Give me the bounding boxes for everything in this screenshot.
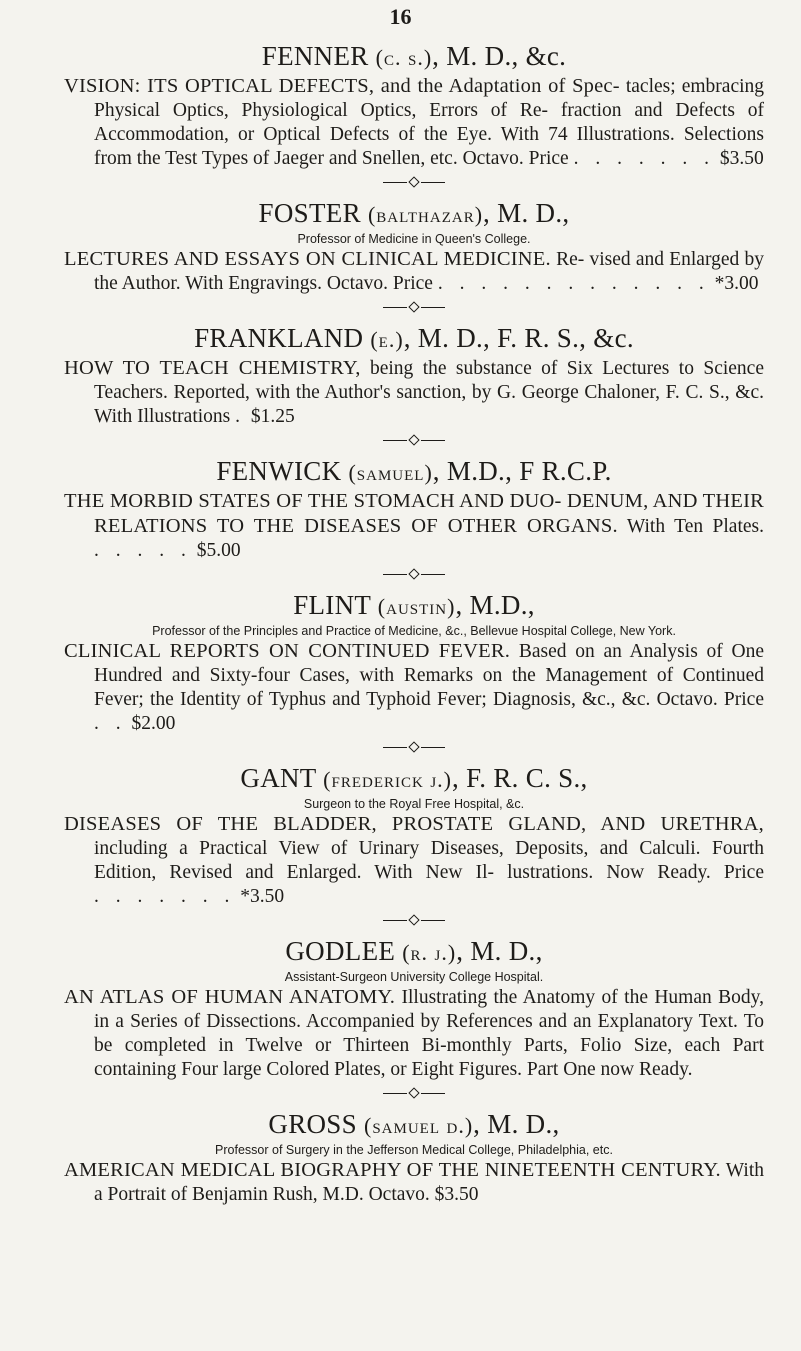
author-heading xyxy=(64,455,764,489)
author-heading xyxy=(64,40,764,74)
ornament-divider xyxy=(64,565,764,583)
author-affiliation: Surgeon to the Royal Free Hospital, &c. xyxy=(303,797,525,811)
book-description xyxy=(64,74,764,171)
book-title: THE MORBID STATES OF THE STOMACH AND DUO- DENUM, AND THEIR RELATIONS TO THE DISEASES OF OTHER ORGANS. xyxy=(64,490,764,537)
author-credentials: , M. D., &c. xyxy=(432,41,567,71)
ornament-divider xyxy=(64,911,764,929)
author-affiliation: Professor of Medicine in Queen's College. xyxy=(297,232,531,246)
author-credentials: , F. R. C. S., xyxy=(452,763,588,793)
author-initials: (samuel) xyxy=(348,460,433,485)
author-credentials: , M. D., xyxy=(483,198,570,228)
book-price: $3.50 xyxy=(434,1184,479,1205)
catalog-entry xyxy=(64,762,764,909)
dot-leader: . . . . . . . xyxy=(94,886,236,907)
author-initials: (samuel d.) xyxy=(364,1113,474,1138)
catalog-entry xyxy=(64,322,764,429)
book-details: Re- vised and Enlarged by the Author. With Engravings. Octavo. Price xyxy=(94,249,764,294)
author-affiliation: Professor of the Principles and Practice of Medicine, &c., Bellevue Hospital College, New York. xyxy=(152,624,676,638)
page-number: 16 xyxy=(389,4,412,29)
book-description xyxy=(64,489,764,563)
author-name: FENWICK xyxy=(216,456,342,486)
catalog-entry xyxy=(64,935,764,1082)
book-title: CLINICAL REPORTS ON CONTINUED FEVER. xyxy=(64,640,511,662)
book-price: $2.00 xyxy=(131,713,176,734)
author-initials: (c. s.) xyxy=(375,45,433,70)
book-description xyxy=(64,639,764,736)
book-title: AN ATLAS OF HUMAN ANATOMY. xyxy=(64,986,396,1008)
ornament-divider xyxy=(64,1084,764,1102)
book-price: $1.25 xyxy=(250,406,295,427)
dot-leader: . . . . . . . . . . . . . xyxy=(437,273,710,294)
ornament-divider xyxy=(64,173,764,191)
author-name: GODLEE xyxy=(285,936,396,966)
book-description xyxy=(64,356,764,429)
author-heading xyxy=(64,762,764,796)
book-title: LECTURES AND ESSAYS ON CLINICAL MEDICINE. xyxy=(64,248,551,270)
author-initials: (balthazar) xyxy=(367,202,484,227)
book-details: including a Practical View of Urinary Diseases, Deposits, and Calculi. Fourth Edition, Revised and Enlarged. With New Il- lustrations. Now Ready. Price xyxy=(94,838,764,883)
book-details: Based on an Analysis of One Hundred and Sixty-four Cases, with Remarks on the Management of Continued Fever; the Identity of Typhus and Typhoid Fever; Diagnosis, &c., &c. Octavo. Price xyxy=(94,641,764,710)
catalog-entry xyxy=(64,455,764,563)
author-affiliation: Assistant-Surgeon University College Hospital. xyxy=(284,970,544,984)
book-details: being the substance of Six Lectures to Science Teachers. Reported, with the Author's sanction, by G. George Chaloner, F. C. S., &c. With Illustrations xyxy=(94,358,764,427)
book-details: With a Portrait of Benjamin Rush, M.D. Octavo. xyxy=(94,1160,764,1205)
book-description xyxy=(64,985,764,1082)
book-title: AMERICAN MEDICAL BIOGRAPHY OF THE NINETEENTH CENTURY. xyxy=(64,1159,721,1181)
dot-leader: . xyxy=(235,406,246,427)
author-initials: (e.) xyxy=(370,327,404,352)
author-affiliation: Professor of Surgery in the Jefferson Medical College, Philadelphia, etc. xyxy=(215,1143,613,1157)
catalog-entry xyxy=(64,1108,764,1207)
catalog-entry xyxy=(64,589,764,736)
ornament-divider xyxy=(64,298,764,316)
catalog-entry xyxy=(64,197,764,296)
author-initials: (austin) xyxy=(377,594,456,619)
book-title: DISEASES OF THE BLADDER, PROSTATE GLAND, AND URETHRA, xyxy=(64,813,764,835)
book-details: tacles; embracing Physical Optics, Physiological Optics, Errors of Re- fraction and Defects of Accommodation, or Optical Defects of the Eye. With 74 Illustrations. Selections from the Test Types of Jaeger and Snellen, etc. Octavo. Price xyxy=(94,76,765,169)
author-heading xyxy=(64,322,764,356)
book-price: *3.50 xyxy=(240,886,285,907)
book-description xyxy=(64,247,764,296)
catalog-list xyxy=(64,34,764,1207)
book-price: $3.50 xyxy=(719,148,764,169)
catalog-entry xyxy=(64,40,764,171)
author-name: GANT xyxy=(240,763,317,793)
author-name: FOSTER xyxy=(258,198,361,228)
author-name: FENNER xyxy=(261,41,369,71)
book-title: HOW TO TEACH CHEMISTRY, xyxy=(64,357,361,379)
book-description xyxy=(64,1158,764,1207)
book-details: With Ten Plates. xyxy=(626,516,764,537)
author-heading xyxy=(64,589,764,623)
author-credentials: , M. D., xyxy=(473,1109,560,1139)
book-title: VISION: ITS OPTICAL DEFECTS, and the Adaptation of Spec- xyxy=(64,75,620,97)
author-credentials: , M.D., xyxy=(455,590,535,620)
author-heading xyxy=(64,935,764,969)
author-name: FRANKLAND xyxy=(194,323,364,353)
dot-leader: . . . . . xyxy=(94,540,192,561)
author-heading xyxy=(64,1108,764,1142)
author-name: GROSS xyxy=(268,1109,357,1139)
author-heading xyxy=(64,197,764,231)
ornament-divider xyxy=(64,738,764,756)
author-initials: (frederick j.) xyxy=(323,767,452,792)
book-price: *3.00 xyxy=(714,273,759,294)
author-credentials: , M.D., F R.C.P. xyxy=(432,456,612,486)
book-price: $5.00 xyxy=(196,540,241,561)
author-initials: (r. j.) xyxy=(402,940,457,965)
book-description xyxy=(64,812,764,909)
author-name: FLINT xyxy=(293,590,371,620)
ornament-divider xyxy=(64,431,764,449)
author-credentials: , M. D., F. R. S., &c. xyxy=(403,323,634,353)
book-details: Illustrating the Anatomy of the Human Body, in a Series of Dissections. Accompanied by References and an Explanatory Text. To be completed in Twelve or Thirteen Bi-monthly Parts, Folio Size, each Part containing Four large Colored Plates, or Eight Figures. Part One now Ready. xyxy=(94,987,765,1080)
author-credentials: , M. D., xyxy=(456,936,543,966)
dot-leader: . . xyxy=(94,713,127,734)
dot-leader: . . . . . . . xyxy=(573,148,715,169)
